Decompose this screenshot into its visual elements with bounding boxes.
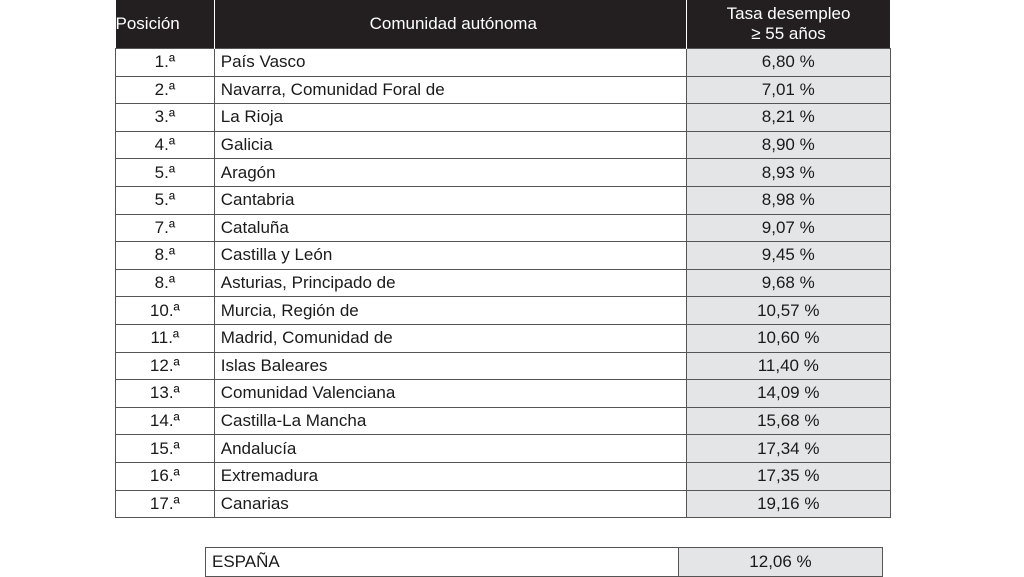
row-rate: 17,34 % xyxy=(686,435,890,463)
row-rate: 9,45 % xyxy=(686,242,890,270)
table-row xyxy=(116,242,891,270)
table-row xyxy=(116,407,891,435)
row-community: Castilla y León xyxy=(214,242,686,270)
table-row xyxy=(116,214,891,242)
table-row xyxy=(116,435,891,463)
total-table-container xyxy=(205,547,883,577)
row-rate: 9,07 % xyxy=(686,214,890,242)
row-community: Asturias, Principado de xyxy=(214,269,686,297)
row-rate: 10,57 % xyxy=(686,297,890,325)
table-row xyxy=(116,104,891,132)
total-rate: 12,06 % xyxy=(679,548,883,577)
row-position: 8.ª xyxy=(116,269,215,297)
row-community: País Vasco xyxy=(214,49,686,77)
row-position: 11.ª xyxy=(116,324,215,352)
row-community: La Rioja xyxy=(214,104,686,132)
row-position: 15.ª xyxy=(116,435,215,463)
table-row xyxy=(116,352,891,380)
table-row xyxy=(116,324,891,352)
row-position: 2.ª xyxy=(116,76,215,104)
row-rate: 11,40 % xyxy=(686,352,890,380)
header-rate xyxy=(686,0,890,49)
row-community: Canarias xyxy=(214,490,686,518)
table-row xyxy=(116,159,891,187)
row-community: Cantabria xyxy=(214,186,686,214)
row-community: Aragón xyxy=(214,159,686,187)
row-community: Andalucía xyxy=(214,435,686,463)
total-row xyxy=(206,548,883,577)
row-rate: 10,60 % xyxy=(686,324,890,352)
table-row xyxy=(116,131,891,159)
unemployment-table-container xyxy=(115,0,891,518)
row-position: 5.ª xyxy=(116,159,215,187)
row-rate: 8,93 % xyxy=(686,159,890,187)
row-position: 7.ª xyxy=(116,214,215,242)
header-position: Posición xyxy=(116,0,215,49)
row-rate: 17,35 % xyxy=(686,462,890,490)
table-row xyxy=(116,297,891,325)
row-position: 8.ª xyxy=(116,242,215,270)
row-position: 3.ª xyxy=(116,104,215,132)
header-rate-line1: Tasa desempleo xyxy=(726,4,851,23)
row-rate: 14,09 % xyxy=(686,380,890,408)
row-position: 10.ª xyxy=(116,297,215,325)
row-community: Galicia xyxy=(214,131,686,159)
row-community: Extremadura xyxy=(214,462,686,490)
table-header-row xyxy=(116,0,891,49)
row-position: 1.ª xyxy=(116,49,215,77)
row-rate: 8,98 % xyxy=(686,186,890,214)
table-row xyxy=(116,462,891,490)
row-community: Murcia, Región de xyxy=(214,297,686,325)
row-rate: 15,68 % xyxy=(686,407,890,435)
table-row xyxy=(116,490,891,518)
row-rate: 7,01 % xyxy=(686,76,890,104)
row-rate: 9,68 % xyxy=(686,269,890,297)
header-rate-line2: ≥ 55 años xyxy=(751,24,826,43)
row-position: 4.ª xyxy=(116,131,215,159)
total-table xyxy=(205,547,883,577)
row-position: 17.ª xyxy=(116,490,215,518)
row-community: Madrid, Comunidad de xyxy=(214,324,686,352)
table-row xyxy=(116,380,891,408)
table-row xyxy=(116,186,891,214)
header-community: Comunidad autónoma xyxy=(214,0,686,49)
table-body xyxy=(116,49,891,518)
row-rate: 19,16 % xyxy=(686,490,890,518)
total-label: ESPAÑA xyxy=(206,548,679,577)
table-row xyxy=(116,76,891,104)
row-position: 12.ª xyxy=(116,352,215,380)
row-position: 16.ª xyxy=(116,462,215,490)
row-position: 14.ª xyxy=(116,407,215,435)
row-rate: 8,90 % xyxy=(686,131,890,159)
unemployment-table xyxy=(115,0,891,518)
row-community: Cataluña xyxy=(214,214,686,242)
row-community: Castilla-La Mancha xyxy=(214,407,686,435)
row-position: 13.ª xyxy=(116,380,215,408)
row-rate: 8,21 % xyxy=(686,104,890,132)
row-community: Navarra, Comunidad Foral de xyxy=(214,76,686,104)
row-community: Comunidad Valenciana xyxy=(214,380,686,408)
row-community: Islas Baleares xyxy=(214,352,686,380)
table-row xyxy=(116,49,891,77)
row-rate: 6,80 % xyxy=(686,49,890,77)
table-row xyxy=(116,269,891,297)
row-position: 5.ª xyxy=(116,186,215,214)
